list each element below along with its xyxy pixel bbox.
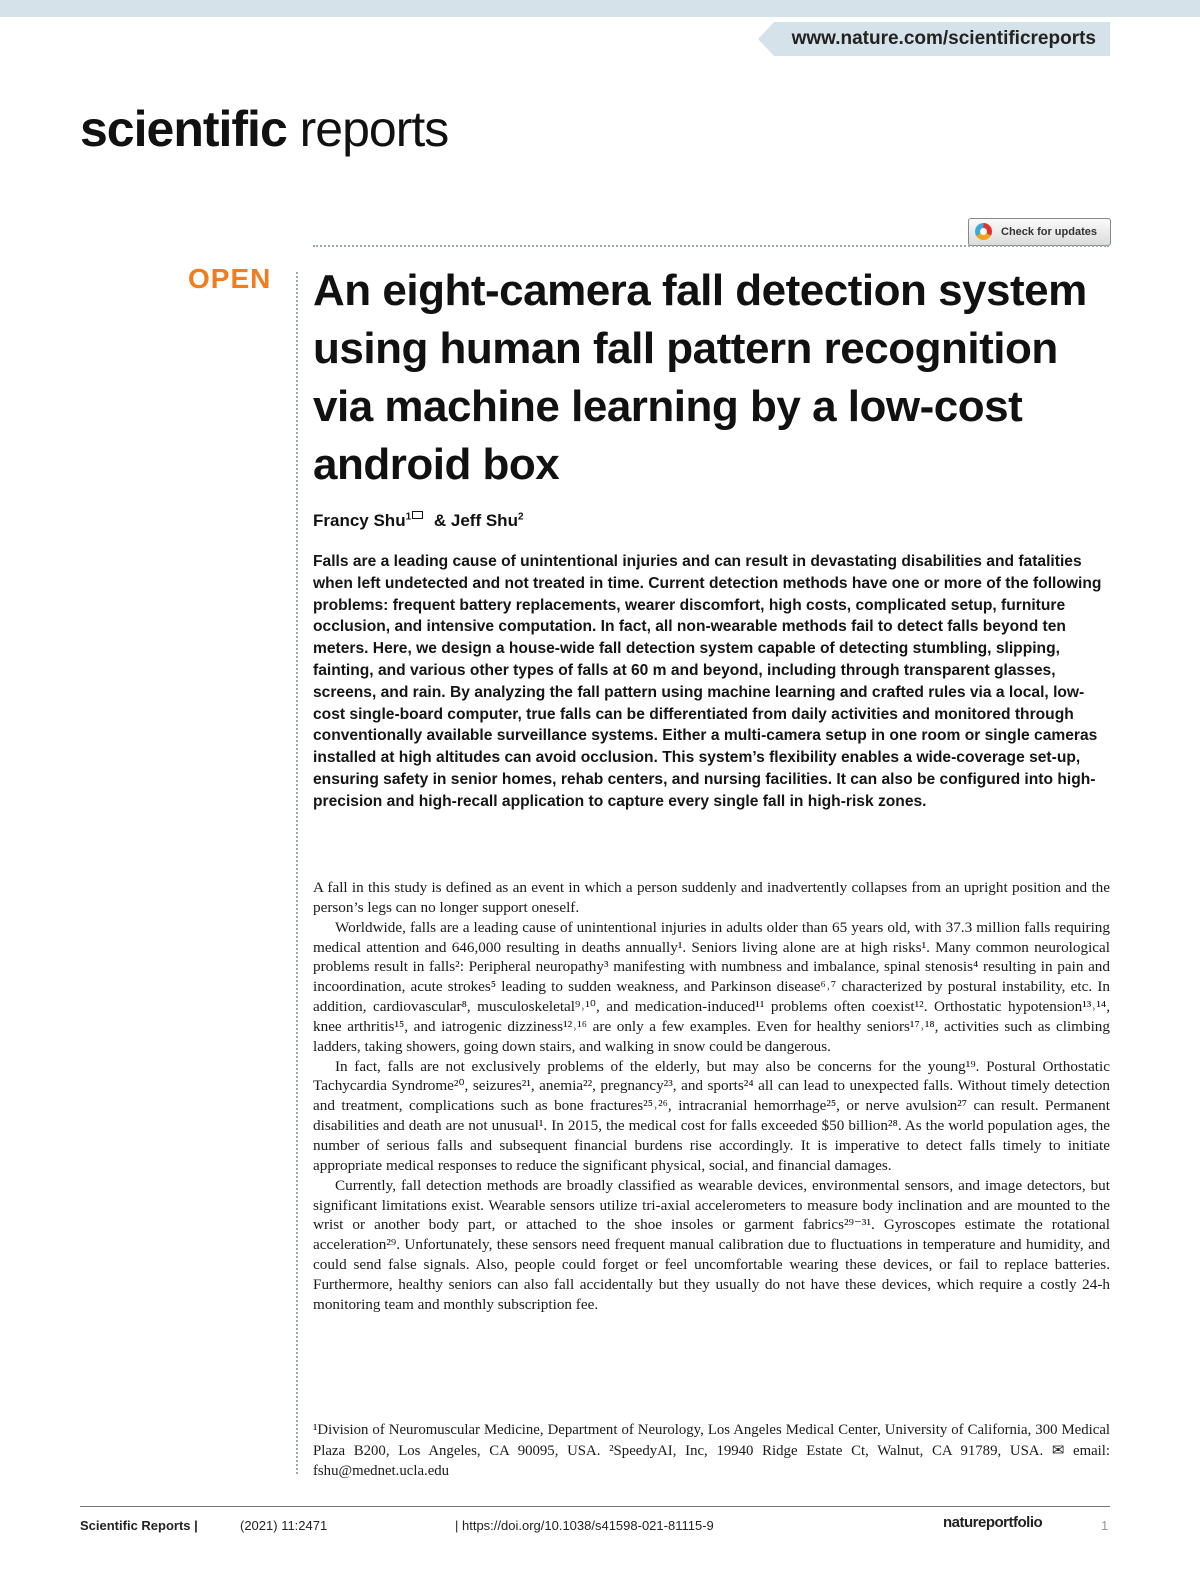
author-name[interactable]: Francy Shu [313,511,406,530]
author-affiliation-sup: 1 [405,511,412,523]
journal-logo [80,100,448,158]
top-band [0,0,1200,17]
journal-logo-light: reports [286,101,449,157]
author-list [313,511,524,531]
article-title: An eight-camera fall detection system using human fall pattern recognition via machine learning by a low-cost android box [313,266,1087,489]
author-name[interactable]: Jeff Shu [450,511,518,530]
journal-logo-bold: scientific [80,101,287,157]
check-for-updates-button[interactable] [968,218,1111,246]
footer-divider [80,1506,1110,1507]
crossmark-icon [975,223,992,240]
affiliations: ¹Division of Neuromuscular Medicine, Department of Neurology, Los Angeles Medical Center, University of California, 300 Medical Plaza B200, Los Angeles, CA 90095, USA. ²SpeedyAI, Inc, 19940 Ridge Estate Ct, Walnut, CA 91789, USA. ✉ email: fshu@mednet.ucla.edu [313,1422,1110,1479]
abstract: Falls are a leading cause of unintentional injuries and can result in devastating disabilities and fatalities when left undetected and not treated in time. Current detection methods have one or more of the following problems: frequent battery replacements, wearer discomfort, high costs, complicated setup, furniture occlusion, and intensive computation. In fact, all non-wearable methods fail to detect falls beyond ten meters. Here, we design a house-wide fall detection system capable of detecting stumbling, slipping, fainting, and various other types of falls at 60 m and beyond, including through transparent glasses, screens, and rain. By analyzing the fall pattern using machine learning and crafted rules via a local, low-cost single-board computer, true falls can be differentiated from daily activities and monitored through conventionally available surveillance systems. Either a multi-camera setup in one room or single cameras installed at high altitudes can avoid occlusion. This system’s flexibility enables a wide-coverage set-up, ensuring safety in senior homes, rehab centers, and nursing facilities. It can also be configured into high-precision and high-recall application to capture every single fall in high-risk zones. [313,553,1102,810]
footer-volume: (2021) 11:2471 [240,1518,328,1533]
body-paragraph: Worldwide, falls are a leading cause of unintentional injuries in adults older than 65 years old, with 37.3 million falls requiring medical attention and 646,000 resulting in deaths annually¹. Seniors living alone are at high risks¹. Many common neurological problems result in falls²: Peripheral neuropathy³ manifesting with numbness and imbalance, spinal stenosis⁴ resulting in pain and incoordination, acute strokes⁵ leading to sudden weakness, and Parkinson disease⁶˒⁷ characterized by postural instability, etc. In addition, cardiovascular⁸, musculoskeletal⁹˒¹⁰, and medication-induced¹¹ problems often coexist¹². Orthostatic hypotension¹³˒¹⁴, knee arthritis¹⁵, and iatrogenic dizziness¹²˒¹⁶ are only a few examples. Even for healthy seniors¹⁷˒¹⁸, activities such as climbing ladders, taking showers, going down stairs, and walking in snow could be dangerous. [313,918,1110,1055]
envelope-icon[interactable] [412,511,423,519]
body-paragraph: Currently, fall detection methods are broadly classified as wearable devices, environmental sensors, and image detectors, but significant limitations exist. Wearable sensors utilize tri-axial accelerometers to measure body inclination and are mounted to the wrist or another body part, or attached to the shoe insoles or garment fabrics²⁹⁻³¹. Gyroscopes estimate the rotational acceleration²⁹. Unfortunately, these sensors need frequent manual calibration due to fluctuations in temperature and humidity, and could send false signals. Also, people could forget or feel uncomfortable wearing these devices, or fail to replace batteries. Furthermore, healthy seniors can also fall accidentally but they usually do not have these devices, which require a costly 24-h monitoring team and monthly subscription fee. [313,1176,1110,1313]
article-body [313,878,1110,1315]
journal-url[interactable]: www.nature.com/scientificreports [774,22,1110,56]
margin-divider [296,272,298,1474]
author-separator: & [429,511,451,530]
footer-doi-link[interactable]: | https://doi.org/10.1038/s41598-021-81115-9 [455,1518,714,1533]
open-access-label: OPEN [188,263,272,294]
body-paragraph: A fall in this study is defined as an event in which a person suddenly and inadvertently collapses from an upright position and the person’s legs can no longer support oneself. [313,879,1110,916]
check-for-updates-label: Check for updates [1001,226,1097,238]
nature-portfolio-logo: natureportfolio [943,1514,1043,1531]
page-number: 1 [1101,1518,1109,1533]
author-affiliation-sup: 2 [517,511,524,523]
header-divider [313,245,1109,247]
footer-journal: Scientific Reports | [80,1518,198,1533]
body-paragraph: In fact, falls are not exclusively problems of the elderly, but may also be concerns for the young¹⁹. Postural Orthostatic Tachycardia Syndrome²⁰, seizures²¹, anemia²², pregnancy²³, and sports²⁴ all can lead to unexpected falls. Without timely detection and treatment, complications such as bone fractures²⁵˒²⁶, intracranial hemorrhage²⁵, or nerve avulsion²⁷ can result. Permanent disabilities and death are not unusual¹. In 2015, the medical cost for falls exceeded $50 billion²⁸. As the world population ages, the number of serious falls and subsequent financial burdens rise accordingly. It is imperative to detect falls timely to initiate appropriate medical responses to reduce the significant physical, social, and financial damages. [313,1057,1110,1174]
